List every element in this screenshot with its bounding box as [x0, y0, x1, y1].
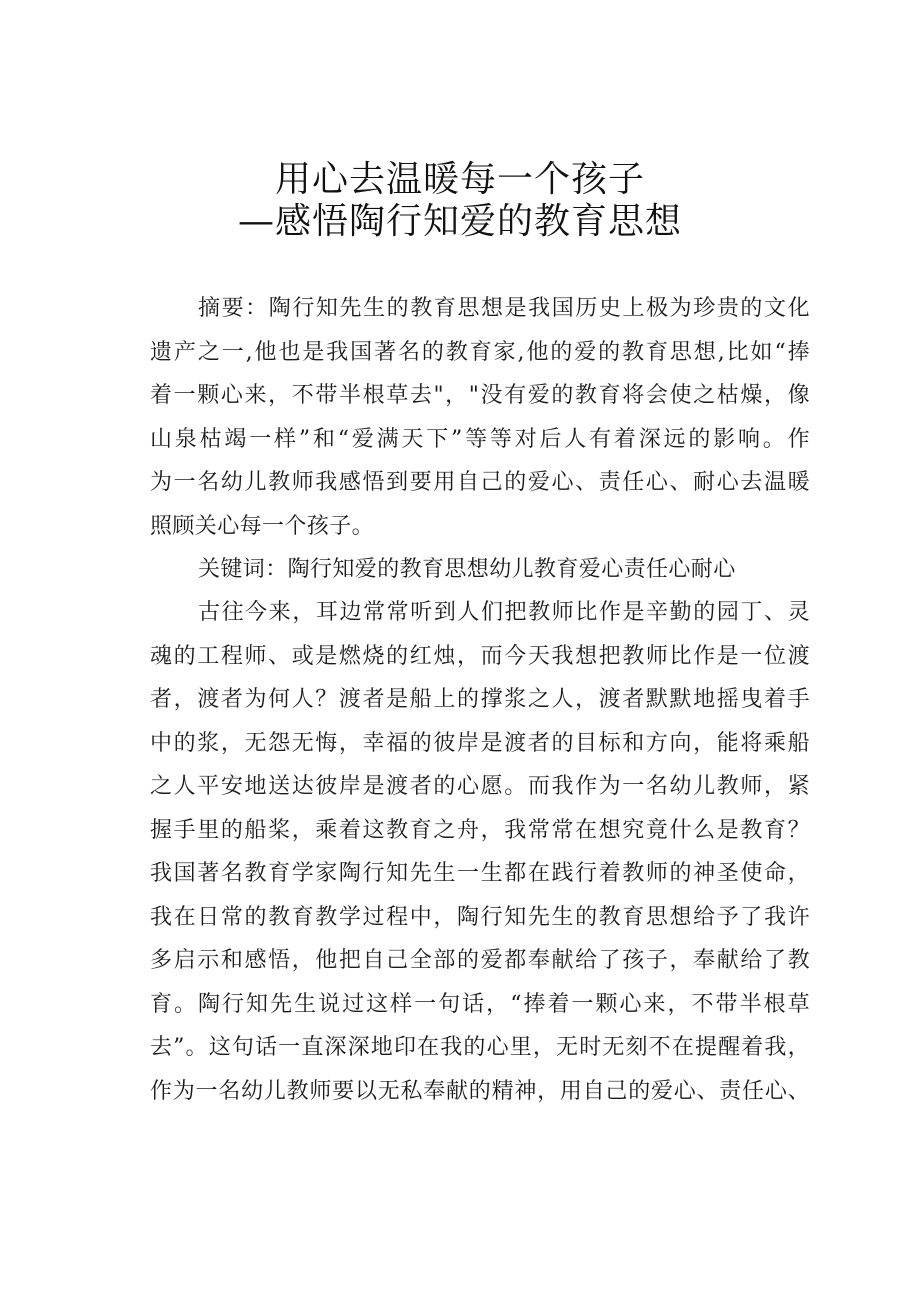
abstract-line: 照顾关心每一个孩子。 — [150, 513, 375, 539]
body-line: 魂的工程师、或是燃烧的红烛，而今天我想把教师比作是一位渡 — [150, 643, 810, 669]
body-line: 古往今来，耳边常常听到人们把教师比作是辛勤的园丁、灵 — [198, 600, 810, 625]
abstract-line: 为一名幼儿教师我感悟到要用自己的爱心、责任心、耐心去温暖 — [150, 470, 810, 495]
document-subtitle: —感悟陶行知爱的教育思想 — [237, 201, 682, 242]
body-line: 者，渡者为何人？渡者是船上的撑浆之人，渡者默默地摇曳着手 — [150, 687, 810, 712]
body-paragraph — [150, 591, 810, 1113]
abstract-line: 山泉枯竭一样”和“爱满天下”等等对后人有着深远的影响。作 — [150, 426, 810, 452]
body-line: 多启示和感悟，他把自己全部的爱都奉献给了孩子，奉献给了教 — [150, 948, 810, 973]
abstract-paragraph — [150, 287, 810, 548]
body-line: 我在日常的教育教学过程中，陶行知先生的教育思想给予了我许 — [150, 904, 810, 930]
abstract-line: 遗产之一,他也是我国著名的教育家,他的爱的教育思想,比如“捧 — [150, 339, 810, 365]
keywords-paragraph — [150, 548, 810, 592]
document-title: 用心去温暖每一个孩子 — [274, 159, 645, 200]
body-line: 作为一名幼儿教师要以无私奉献的精神，用自己的爱心、责任心、 — [150, 1078, 810, 1104]
keywords-line: 关键词：陶行知爱的教育思想幼儿教育爱心责任心耐心 — [198, 557, 736, 582]
body-line: 握手里的船桨，乘着这教育之舟，我常常在想究竟什么是教育？ — [150, 817, 810, 843]
abstract-line: 着一颗心来，不带半根草去"，"没有爱的教育将会使之枯燥，像 — [150, 383, 810, 408]
body-line: 中的浆，无怨无悔，幸福的彼岸是渡者的目标和方向，能将乘船 — [150, 730, 810, 756]
body-line: 我国著名教育学家陶行知先生一生都在践行着教师的神圣使命， — [150, 861, 810, 886]
body-line: 去”。这句话一直深深地印在我的心里，无时无刻不在提醒着我， — [150, 1035, 810, 1060]
abstract-line: 摘要：陶行知先生的教育思想是我国历史上极为珍贵的文化 — [198, 296, 810, 321]
body-line: 之人平安地送达彼岸是渡者的心愿。而我作为一名幼儿教师，紧 — [150, 774, 810, 799]
body-line: 育。陶行知先生说过这样一句话，“捧着一颗心来，不带半根草 — [150, 991, 810, 1017]
